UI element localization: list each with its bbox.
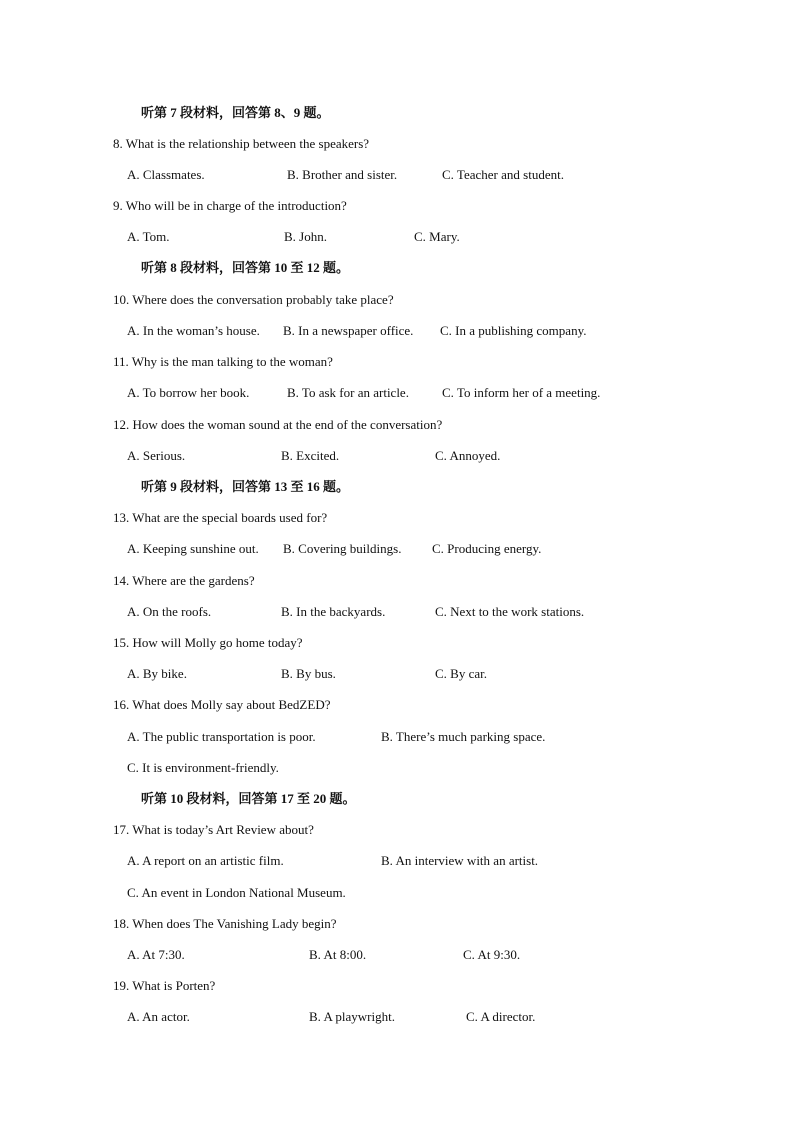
q18-option-b: B. At 8:00. xyxy=(309,947,367,962)
q9-option-c: C. Mary. xyxy=(414,229,460,244)
q18-option-c: C. At 9:30. xyxy=(463,947,521,962)
q11-option-c: C. To inform her of a meeting. xyxy=(442,385,601,400)
q12-option-b: B. Excited. xyxy=(281,448,340,463)
q15-option-b: B. By bus. xyxy=(281,666,336,681)
section-heading-7: 听第 7 段材料，回答第 8、9 题。 xyxy=(141,105,330,120)
q10-option-c: C. In a publishing company. xyxy=(440,323,587,338)
question-14: 14. Where are the gardens? xyxy=(113,573,255,588)
question-16: 16. What does Molly say about BedZED? xyxy=(113,697,331,712)
q19-option-b: B. A playwright. xyxy=(309,1009,395,1024)
section-heading-10: 听第 10 段材料，回答第 17 至 20 题。 xyxy=(141,791,356,806)
q12-option-a: A. Serious. xyxy=(127,448,186,463)
question-18: 18. When does The Vanishing Lady begin? xyxy=(113,916,337,931)
q15-option-c: C. By car. xyxy=(435,666,487,681)
q10-option-b: B. In a newspaper office. xyxy=(283,323,414,338)
q8-option-c: C. Teacher and student. xyxy=(442,167,564,182)
question-10: 10. Where does the conversation probably take place? xyxy=(113,292,394,307)
q11-option-a: A. To borrow her book. xyxy=(127,385,250,400)
q18-option-a: A. At 7:30. xyxy=(127,947,185,962)
question-13: 13. What are the special boards used for? xyxy=(113,510,328,525)
q8-option-b: B. Brother and sister. xyxy=(287,167,398,182)
question-12: 12. How does the woman sound at the end of the conversation? xyxy=(113,417,443,432)
q16-option-c: C. It is environment-friendly. xyxy=(127,760,279,775)
question-11: 11. Why is the man talking to the woman? xyxy=(113,354,333,369)
q13-option-c: C. Producing energy. xyxy=(432,541,542,556)
q13-option-b: B. Covering buildings. xyxy=(283,541,402,556)
question-9: 9. Who will be in charge of the introduction? xyxy=(113,198,347,213)
q10-option-a: A. In the woman’s house. xyxy=(127,323,260,338)
q14-option-b: B. In the backyards. xyxy=(281,604,386,619)
section-heading-8: 听第 8 段材料，回答第 10 至 12 题。 xyxy=(141,260,350,275)
q16-option-a: A. The public transportation is poor. xyxy=(127,729,316,744)
q16-option-b: B. There’s much parking space. xyxy=(381,729,546,744)
q14-option-a: A. On the roofs. xyxy=(127,604,212,619)
question-17: 17. What is today’s Art Review about? xyxy=(113,822,314,837)
question-15: 15. How will Molly go home today? xyxy=(113,635,303,650)
q13-option-a: A. Keeping sunshine out. xyxy=(127,541,259,556)
section-heading-9: 听第 9 段材料，回答第 13 至 16 题。 xyxy=(141,479,350,494)
q17-option-a: A. A report on an artistic film. xyxy=(127,853,284,868)
q9-option-a: A. Tom. xyxy=(127,229,170,244)
q14-option-c: C. Next to the work stations. xyxy=(435,604,585,619)
question-8: 8. What is the relationship between the speakers? xyxy=(113,136,370,151)
q12-option-c: C. Annoyed. xyxy=(435,448,501,463)
q8-option-a: A. Classmates. xyxy=(127,167,205,182)
q15-option-a: A. By bike. xyxy=(127,666,187,681)
question-19: 19. What is Porten? xyxy=(113,978,216,993)
q9-option-b: B. John. xyxy=(284,229,327,244)
q19-option-c: C. A director. xyxy=(466,1009,536,1024)
q17-option-c: C. An event in London National Museum. xyxy=(127,885,346,900)
q11-option-b: B. To ask for an article. xyxy=(287,385,409,400)
q17-option-b: B. An interview with an artist. xyxy=(381,853,539,868)
q19-option-a: A. An actor. xyxy=(127,1009,190,1024)
